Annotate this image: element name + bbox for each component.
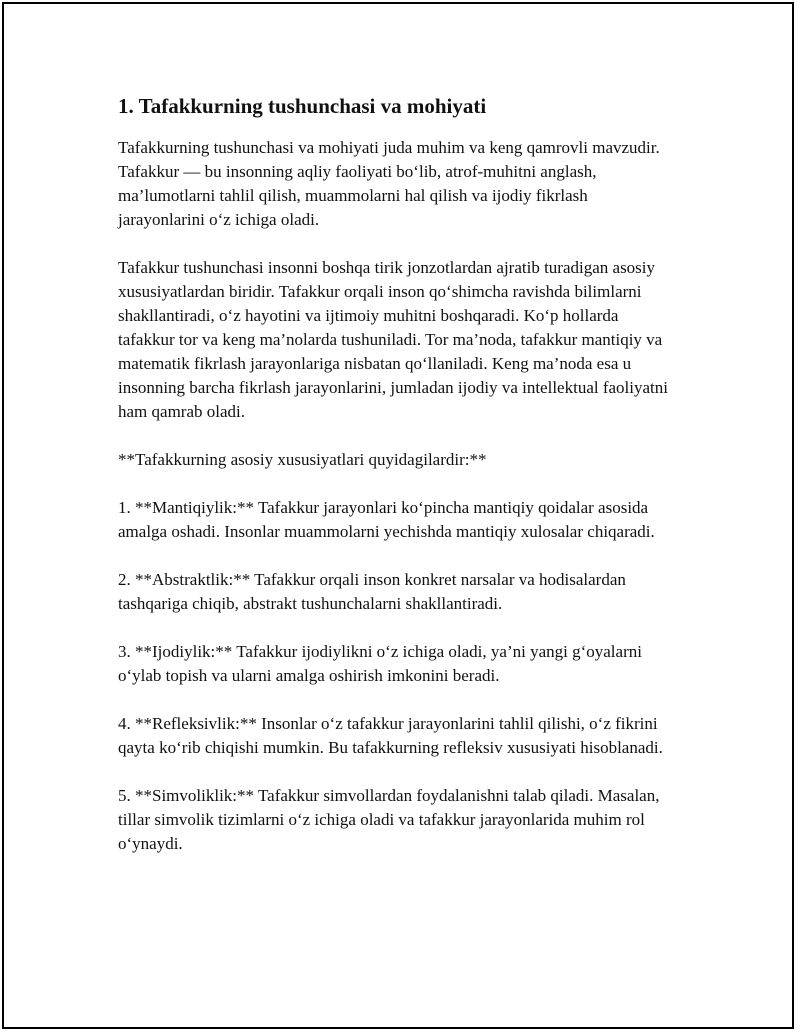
concept-paragraph: Tafakkur tushunchasi insonni boshqa tirik jonzotlardan ajratib turadigan asosiy xususiyatlardan biridir. Tafakkur orqali inson qo‘shimcha ravishda bilimlarni shakllantiradi, o‘z hayotini va ijtimoiy muhitni boshqaradi. Ko‘p hollarda tafakkur tor va keng ma’nolarda tushuniladi. Tor ma’noda, tafakkur mantiqiy va matematik fikrlash jarayonlariga nisbatan qo‘llaniladi. Keng ma’noda esa u insonning barcha fikrlash jarayonlarini, jumladan ijodiy va intellektual faoliyatni ham qamrab oladi. (118, 258, 668, 421)
feature-creativity-paragraph: 3. **Ijodiylik:** Tafakkur ijodiylikni o‘z ichiga oladi, ya’ni yangi g‘oyalarni o‘ylab topish va ularni amalga oshirish imkonini beradi. (118, 642, 642, 685)
feature-symbolism-paragraph: 5. **Simvoliklik:** Tafakkur simvollardan foydalanishni talab qiladi. Masalan, tillar simvolik tizimlarni o‘z ichiga oladi va tafakkur jarayonlarida muhim rol o‘ynaydi. (118, 786, 660, 853)
feature-logic-paragraph: 1. **Mantiqiylik:** Tafakkur jarayonlari ko‘pincha mantiqiy qoidalar asosida amalga oshadi. Insonlar muammolarni yechishda mantiqiy xulosalar chiqaradi. (118, 498, 655, 541)
features-intro-paragraph: **Tafakkurning asosiy xususiyatlari quyidagilardir:** (118, 450, 487, 469)
section-heading: 1. Tafakkurning tushunchasi va mohiyati (118, 94, 487, 118)
feature-abstraction-paragraph: 2. **Abstraktlik:** Tafakkur orqali inson konkret narsalar va hodisalardan tashqariga chiqib, abstrakt tushunchalarni shakllantiradi. (118, 570, 626, 613)
document-body (118, 92, 678, 880)
feature-reflexivity-paragraph: 4. **Refleksivlik:** Insonlar o‘z tafakkur jarayonlarini tahlil qilishi, o‘z fikrini qayta ko‘rib chiqishi mumkin. Bu tafakkurning refleksiv xususiyati hisoblanadi. (118, 714, 663, 757)
intro-paragraph: Tafakkurning tushunchasi va mohiyati juda muhim va keng qamrovli mavzudir. Tafakkur — bu insonning aqliy faoliyati bo‘lib, atrof-muhitni anglash, ma’lumotlarni tahlil qilish, muammolarni hal qilish va ijodiy fikrlash jarayonlarini o‘z ichiga oladi. (118, 138, 660, 229)
